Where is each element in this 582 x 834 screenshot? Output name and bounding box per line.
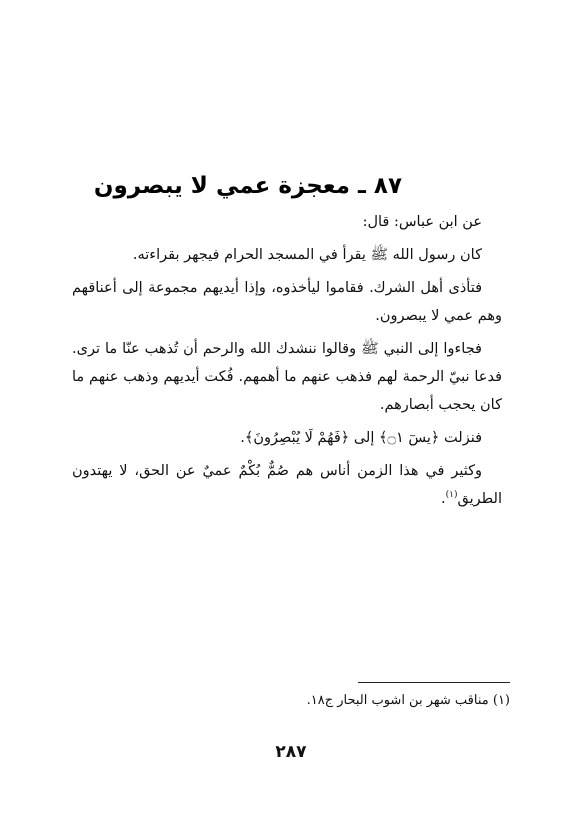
footnote: (١) مناقب شهر بن اشوب البحار ج١٨. [306,693,510,708]
paragraph-reflection-text: وكثير في هذا الزمن أناس هم صُمٌّ بُكْمٌ عميٌ عن الحق، لا يهتدون الطريق [72,463,502,507]
paragraph-plea: فجاءوا إلى النبي ﷺ وقالوا ننشدك الله والرحم أن تُذهب عنّا ما ترى. فدعا نبيّ الرحمة لهم فذهب عنهم ما أهمهم. فُكت أيديهم وذهب عنهم ما كان يحجب أبصارهم. [72,341,502,413]
footnote-divider [358,682,510,683]
paragraph-recitation: كان رسول الله ﷺ يقرأ في المسجد الحرام فيجهر بقراءته. [132,247,482,263]
chapter-body [72,208,502,518]
footnote-marker: (١) [445,490,458,501]
paragraph-reflection-end: . [441,491,446,507]
paragraph-polytheists: فتأذى أهل الشرك. فقاموا ليأخذوه، وإذا أيديهم مجموعة إلى أعناقهم وهم عمي لا يبصرون. [72,280,502,324]
paragraph-reflection [72,457,502,513]
paragraph-revelation: فنزلت ﴿يسٓ ۝١﴾ إلى ﴿فَهُمْ لَا يُبْصِرُونَ﴾. [240,430,482,446]
chapter-title: ٨٧ ـ معجزة عمي لا يبصرون [93,173,402,199]
page-number: ٢٨٧ [275,742,307,762]
paragraph-narrator: عن ابن عباس: قال: [362,214,482,230]
